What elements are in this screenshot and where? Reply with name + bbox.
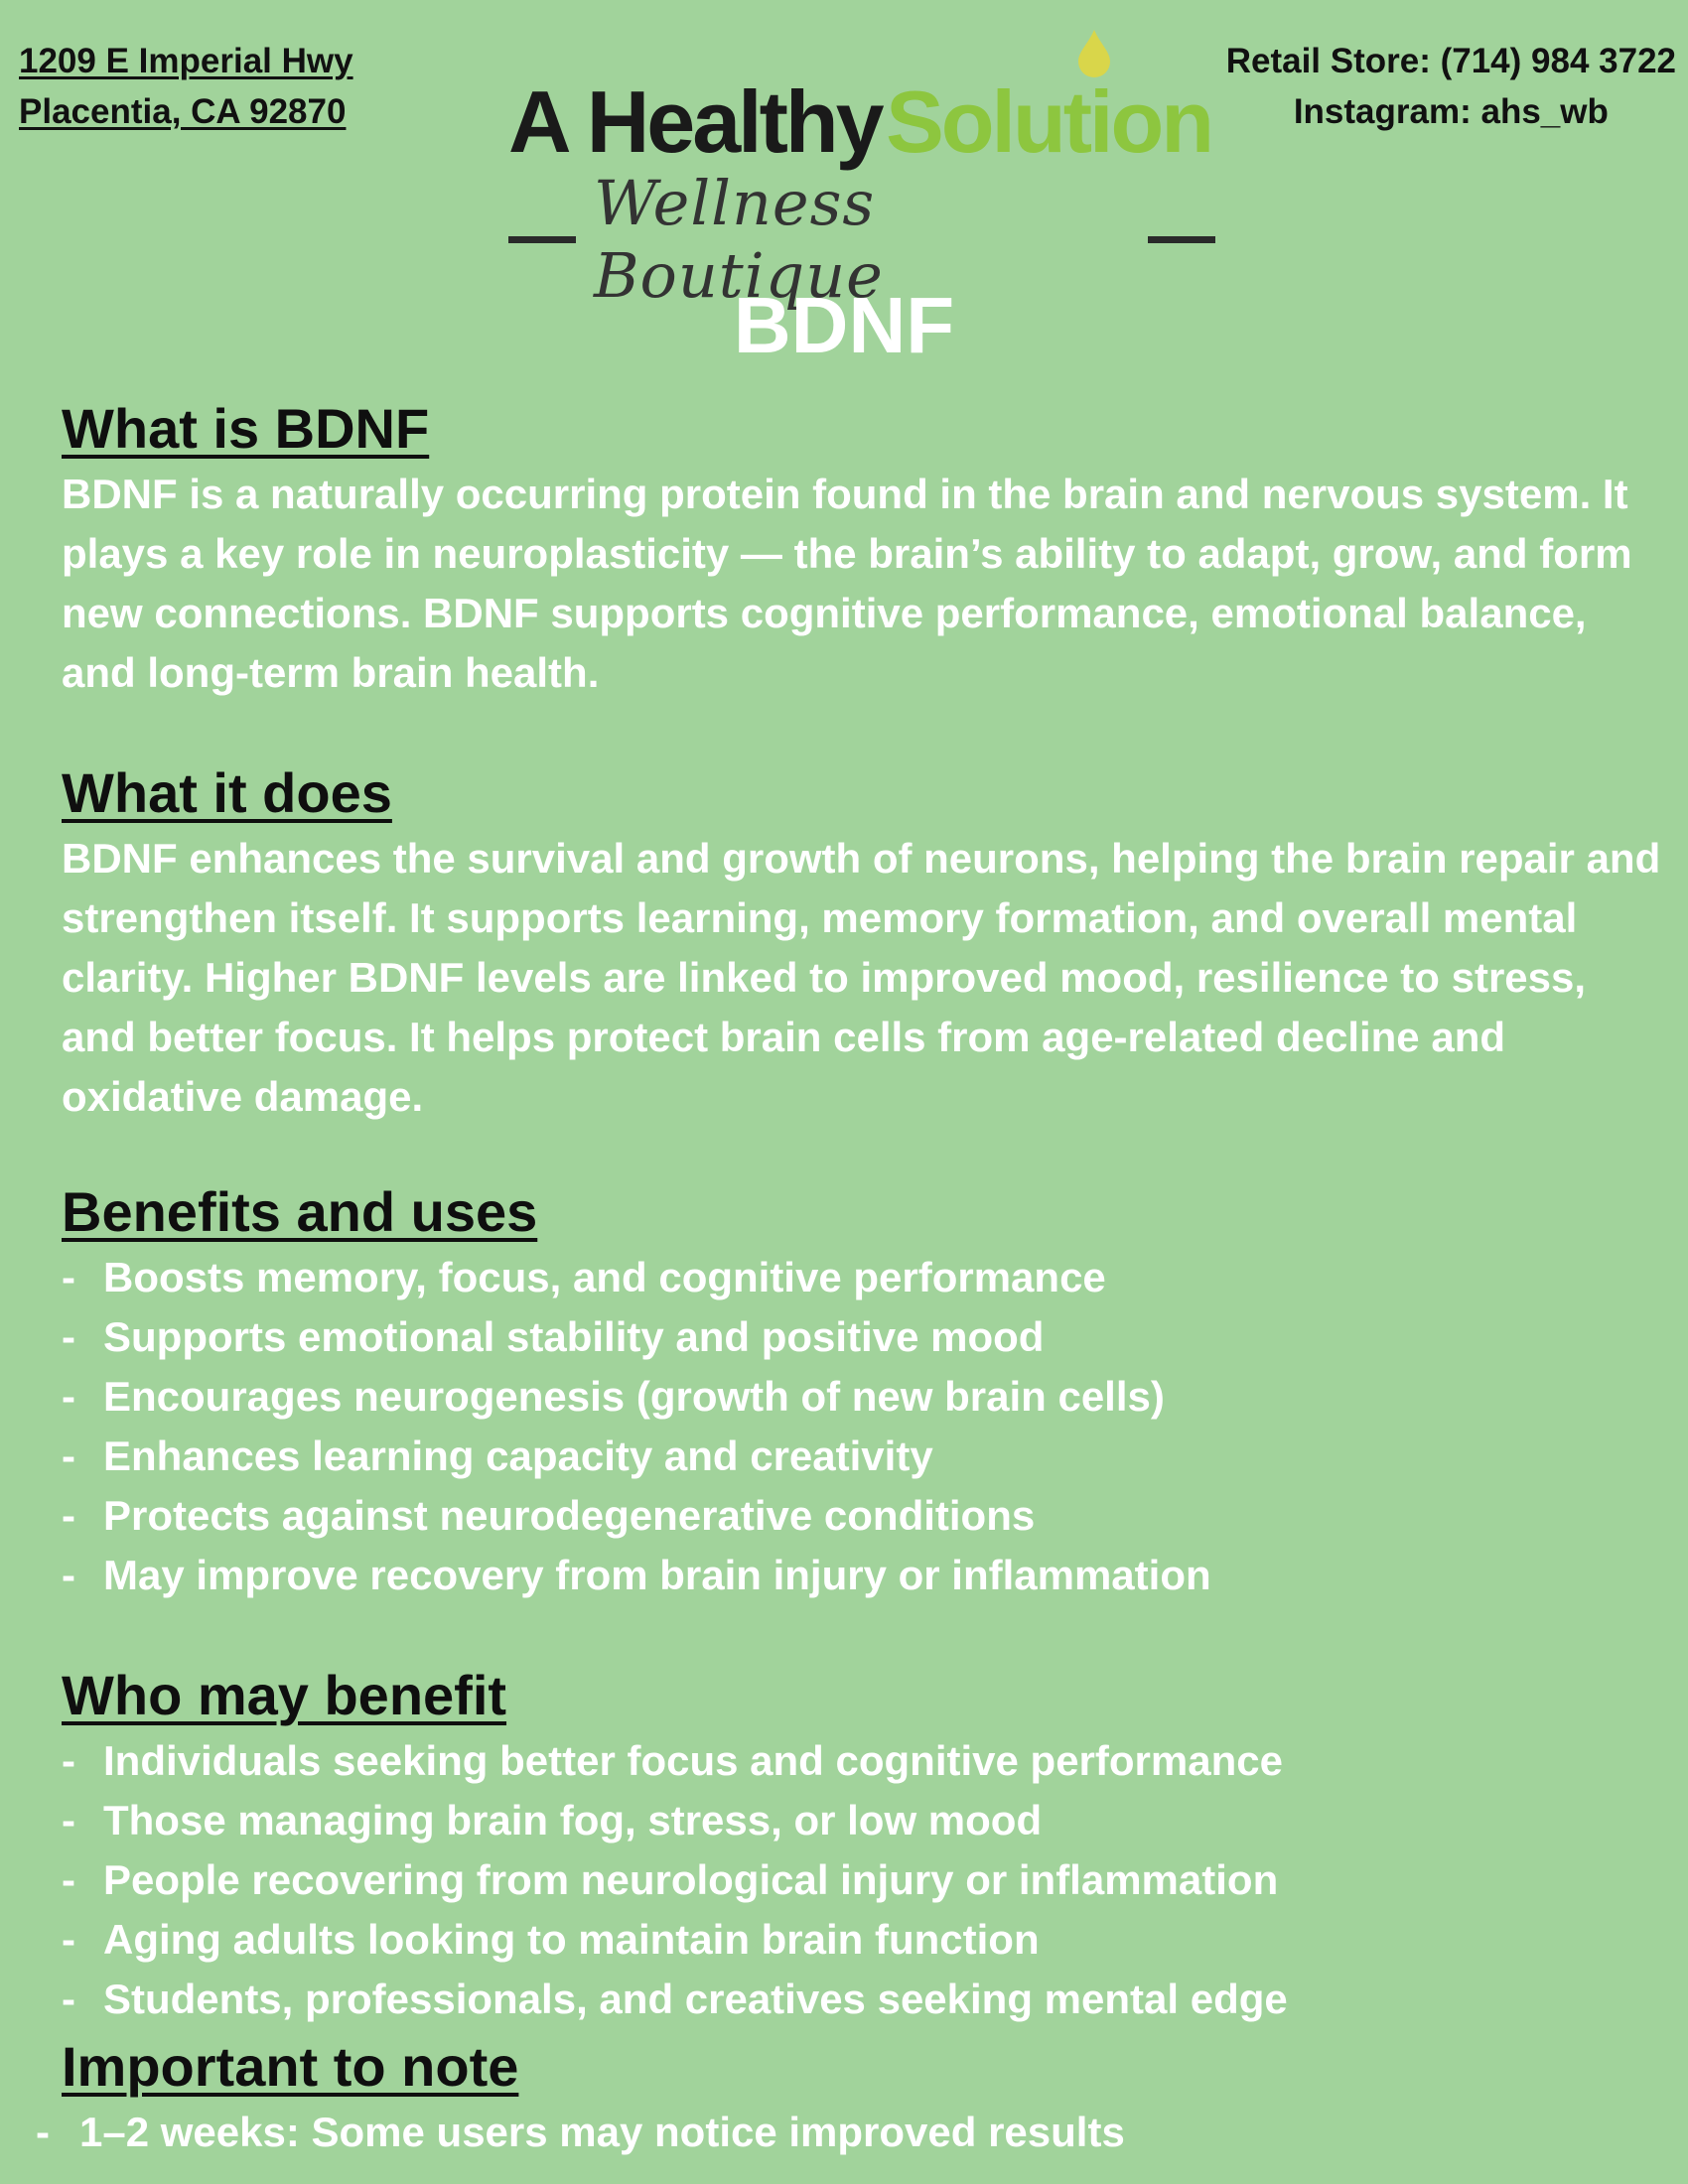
bullet: -: [62, 1976, 75, 2022]
list-item: - Supports emotional stability and positive mood: [62, 1307, 1670, 1367]
section-what-it-does: [62, 757, 1670, 1127]
bullet: -: [62, 1313, 75, 1360]
list-item: - Students, professionals, and creatives seeking mental edge: [62, 1970, 1670, 2029]
who-list: [62, 1731, 1670, 2029]
logo-word-solution: Solution: [886, 72, 1211, 171]
section-heading: Benefits and uses: [62, 1180, 538, 1243]
list-item: - People recovering from neurological injury or inflammation: [62, 1850, 1670, 1910]
logo-tagline: Wellness Boutique: [593, 167, 884, 312]
list-item: - Those managing brain fog, stress, or low mood: [62, 1791, 1670, 1850]
list-item: - Enhances learning capacity and creativity: [62, 1427, 1670, 1486]
list-item: - 1–2 weeks: Some users may notice improved results: [36, 2103, 1670, 2162]
note-list: [36, 2103, 1670, 2162]
address-line-2: Placentia, CA 92870: [19, 92, 347, 131]
bullet: -: [62, 1254, 75, 1300]
section-body: BDNF enhances the survival and growth of neurons, helping the brain repair and strengthen itself. It supports learning, memory formation, and overall mental clarity. Higher BDNF levels are linked to improved mood, resilience to stress, and better focus. It helps protect brain cells from age-related decline and oxidative damage.: [62, 835, 1661, 1120]
bullet: -: [62, 1552, 75, 1598]
list-item: - Boosts memory, focus, and cognitive performance: [62, 1248, 1670, 1307]
section-important-note: [36, 2031, 1670, 2162]
section-body: BDNF is a naturally occurring protein found in the brain and nervous system. It plays a key role in neuroplasticity — the brain’s ability to adapt, grow, and form new connections. BDNF supports cognitive performance, emotional balance, and long-term brain health.: [62, 471, 1632, 696]
brand-logo: [508, 28, 1215, 312]
list-item: - May improve recovery from brain injury or inflammation: [62, 1546, 1670, 1605]
bullet: -: [62, 1856, 75, 1903]
bullet: -: [62, 1797, 75, 1843]
logo-wordmark: [508, 71, 1211, 173]
list-item: - Individuals seeking better focus and cognitive performance: [62, 1731, 1670, 1791]
section-who-may-benefit: [62, 1660, 1670, 2029]
list-item: - Protects against neurodegenerative conditions: [62, 1486, 1670, 1546]
address-line-1: 1209 E Imperial Hwy: [19, 42, 353, 80]
list-item: - Encourages neurogenesis (growth of new brain cells): [62, 1367, 1670, 1427]
bullet: -: [62, 1737, 75, 1784]
list-item: - Aging adults looking to maintain brain function: [62, 1910, 1670, 1970]
page-title: BDNF: [733, 281, 955, 369]
logo-dash-right: [1148, 236, 1215, 243]
section-heading: What is BDNF: [62, 397, 430, 460]
benefits-list: [62, 1248, 1670, 1605]
section-heading: Important to note: [62, 2035, 519, 2098]
section-heading: Who may benefit: [62, 1664, 507, 1726]
logo-word-healthy: A Healthy: [508, 72, 882, 171]
store-contact: [1226, 36, 1676, 137]
instagram-handle: Instagram: ahs_wb: [1293, 92, 1609, 131]
bullet: -: [62, 1373, 75, 1420]
section-benefits: [62, 1176, 1670, 1605]
section-heading: What it does: [62, 761, 392, 824]
logo-dash-left: [508, 236, 576, 243]
bullet: -: [36, 2109, 50, 2155]
phone-number: Retail Store: (714) 984 3722: [1225, 42, 1676, 80]
bullet: -: [62, 1492, 75, 1539]
store-address: [19, 36, 353, 137]
bullet: -: [62, 1433, 75, 1479]
bullet: -: [62, 1916, 75, 1963]
section-what-is: [62, 393, 1670, 703]
